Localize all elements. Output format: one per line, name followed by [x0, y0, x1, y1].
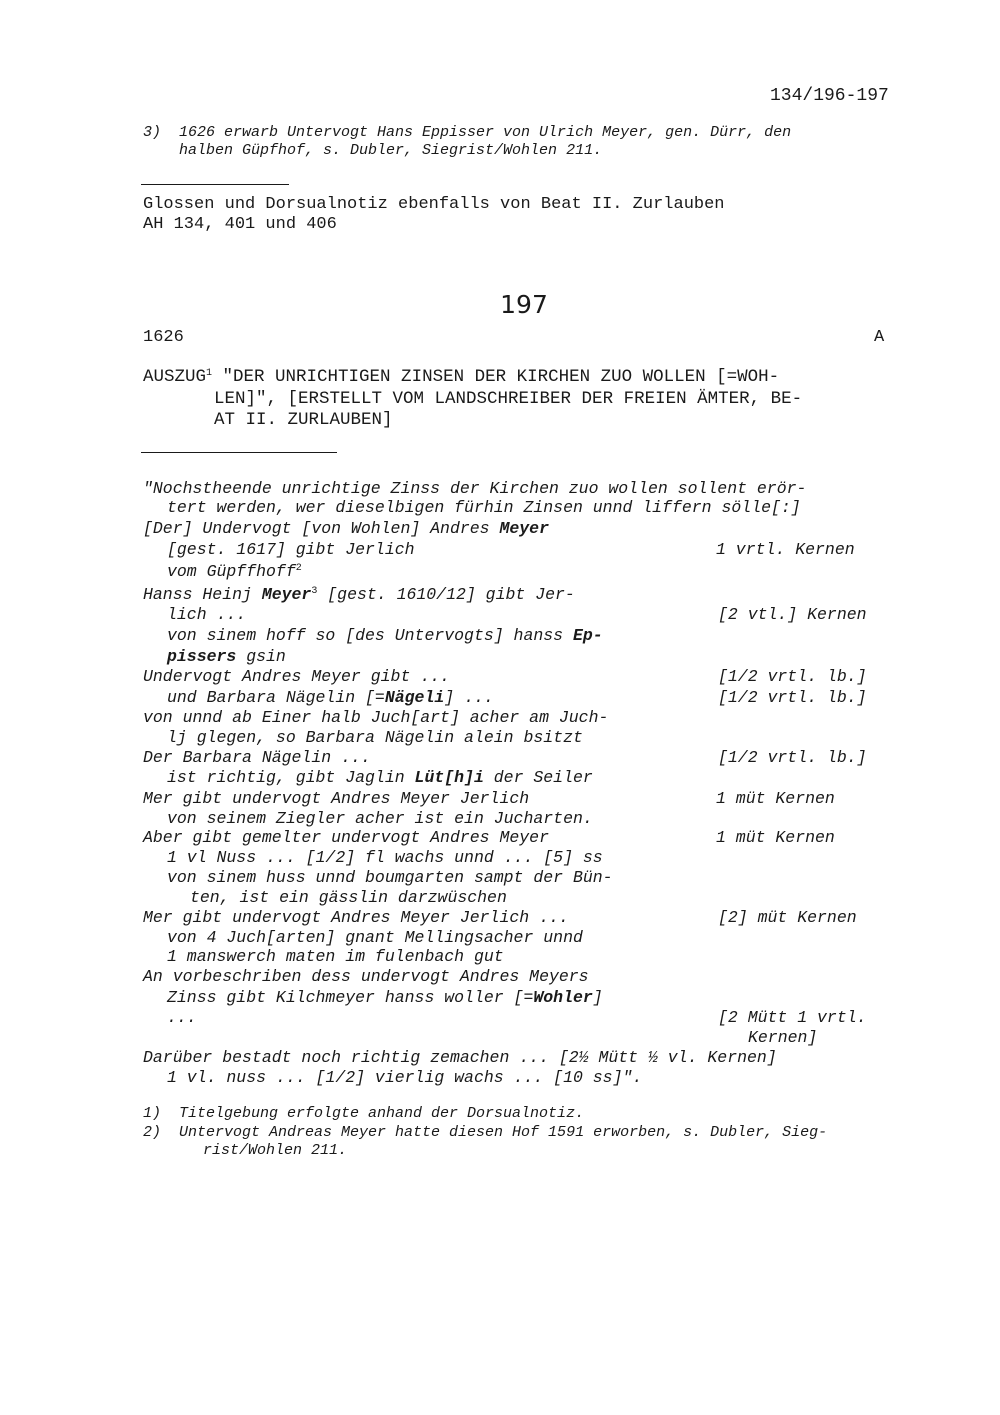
text-run: und Barbara Nägelin [= [167, 688, 385, 707]
amount: [2 vtl.] Kernen [718, 605, 867, 624]
name-bold: Meyer [499, 519, 549, 538]
text-line [167, 647, 286, 667]
amount: [1/2 vrtl. lb.] [718, 748, 867, 767]
text-line [167, 768, 593, 788]
document-letter: A [874, 328, 885, 347]
text-run: der Seiler [483, 768, 593, 787]
text-line [143, 519, 549, 539]
footnote-ref: 2 [295, 563, 302, 574]
text-line: Mer gibt undervogt Andres Meyer Jerlich ... [143, 908, 569, 927]
text-line: "Nochstheende unrichtige Zinss der Kirchen zuo wollen sollent erör- [143, 479, 807, 498]
text-line: An vorbeschriben dess undervogt Andres Meyers [143, 967, 589, 986]
footnote-number: 1) [143, 1105, 162, 1122]
name-bold: Nägeli [384, 688, 445, 707]
text-run: ] [592, 988, 603, 1007]
amount: [1/2 vrtl. lb.] [718, 667, 867, 686]
page-number: 134/196-197 [770, 86, 889, 106]
document-number: 197 [500, 290, 548, 319]
amount: [1/2 vrtl. lb.] [718, 688, 867, 707]
name-bold: Wohler [533, 988, 593, 1007]
footnote-line: halben Güpfhof, s. Dubler, Siegrist/Wohlen 211. [179, 142, 603, 159]
separator-rule [141, 184, 289, 185]
text-run: von sinem hoff so [des Untervogts] hanss [167, 626, 573, 645]
footnote-line: 1626 erwarb Untervogt Hans Eppisser von Ulrich Meyer, gen. Dürr, den [179, 124, 792, 141]
note-line: AH 134, 401 und 406 [143, 215, 337, 234]
amount: [2 Mütt 1 vrtl. [718, 1008, 867, 1027]
footnote-number: 2) [143, 1124, 162, 1141]
footnote-line: Titelgebung erfolgte anhand der Dorsualnotiz. [179, 1105, 585, 1122]
text-line: von unnd ab Einer halb Juch[art] acher am Juch- [143, 708, 609, 727]
name-bold: pissers [167, 647, 237, 666]
text-run: gsin [236, 647, 286, 666]
text-line [167, 562, 302, 582]
name-bold: Meyer [261, 585, 312, 604]
separator-rule [141, 452, 337, 453]
note-line: Glossen und Dorsualnotiz ebenfalls von Beat II. Zurlauben [143, 195, 725, 214]
text-line: von sinem huss unnd boumgarten sampt der Bün- [167, 868, 613, 887]
text-run: ] ... [444, 688, 494, 707]
amount: 1 müt Kernen [716, 789, 835, 808]
text-line: Darüber bestadt noch richtig zemachen ... [2½ Mütt ½ vl. Kernen] [143, 1048, 777, 1067]
text-run: Zinss gibt Kilchmeyer hanss woller [= [167, 988, 534, 1007]
name-bold: Ep- [572, 626, 603, 645]
text-line: Mer gibt undervogt Andres Meyer Jerlich [143, 789, 530, 808]
footnote-ref: 3 [311, 586, 318, 597]
text-line: lich ... [167, 605, 247, 624]
text-run: ist richtig, gibt Jaglin [167, 768, 415, 787]
amount: Kernen] [748, 1028, 818, 1047]
footnote-number: 3) [143, 124, 162, 141]
amount: 1 vrtl. Kernen [716, 540, 855, 559]
text-line: lj glegen, so Barbara Nägelin alein bsitzt [167, 728, 583, 747]
title-text: "DER UNRICHTIGEN ZINSEN DER KIRCHEN ZUO WOLLEN [=WOH- [212, 367, 780, 387]
text-line: ten, ist ein gässlin darzwüschen [190, 888, 507, 907]
text-line: Der Barbara Nägelin ... [143, 748, 371, 767]
title-line [143, 367, 779, 389]
text-line [167, 626, 603, 646]
amount: [2] müt Kernen [718, 908, 857, 927]
title-text: AUSZUG [143, 367, 207, 387]
title-line: LEN]", [ERSTELLT VOM LANDSCHREIBER DER FREIEN ÄMTER, BE- [214, 389, 803, 409]
footnote-line: Untervogt Andreas Meyer hatte diesen Hof 1591 erworben, s. Dubler, Sieg- [179, 1124, 828, 1141]
text-line: 1 vl. nuss ... [1/2] vierlig wachs ... [10 ss]". [167, 1068, 643, 1087]
text-line: Undervogt Andres Meyer gibt ... [143, 667, 450, 686]
text-line [167, 688, 494, 708]
name-bold: Lüt[h]i [414, 768, 484, 787]
text-line: 1 manswerch maten im fulenbach gut [167, 947, 504, 966]
text-line: von seinem Ziegler acher ist ein Jucharten. [167, 809, 593, 828]
title-line: AT II. ZURLAUBEN] [214, 410, 393, 430]
text-run: [Der] Undervogt [von Wohlen] Andres [143, 519, 500, 538]
text-line [167, 988, 603, 1008]
text-line: von 4 Juch[arten] gnant Mellingsacher unnd [167, 928, 583, 947]
document-year: 1626 [143, 328, 184, 347]
footnote-line: rist/Wohlen 211. [203, 1142, 348, 1159]
text-line: tert werden, wer dieselbigen fürhin Zinsen unnd liffern sölle[:] [167, 498, 801, 517]
footnote-ref: 1 [206, 368, 213, 379]
text-run: [gest. 1610/12] gibt Jer- [317, 585, 575, 604]
text-run: vom Güpffhoff [167, 562, 296, 581]
text-run: Hanss Heinj [143, 585, 262, 604]
text-line: ... [167, 1008, 197, 1027]
text-line [143, 585, 575, 605]
text-line: Aber gibt gemelter undervogt Andres Meyer [143, 828, 549, 847]
amount: 1 müt Kernen [716, 828, 835, 847]
text-line: 1 vl Nuss ... [1/2] fl wachs unnd ... [5] ss [167, 848, 603, 867]
text-line: [gest. 1617] gibt Jerlich [167, 540, 415, 559]
